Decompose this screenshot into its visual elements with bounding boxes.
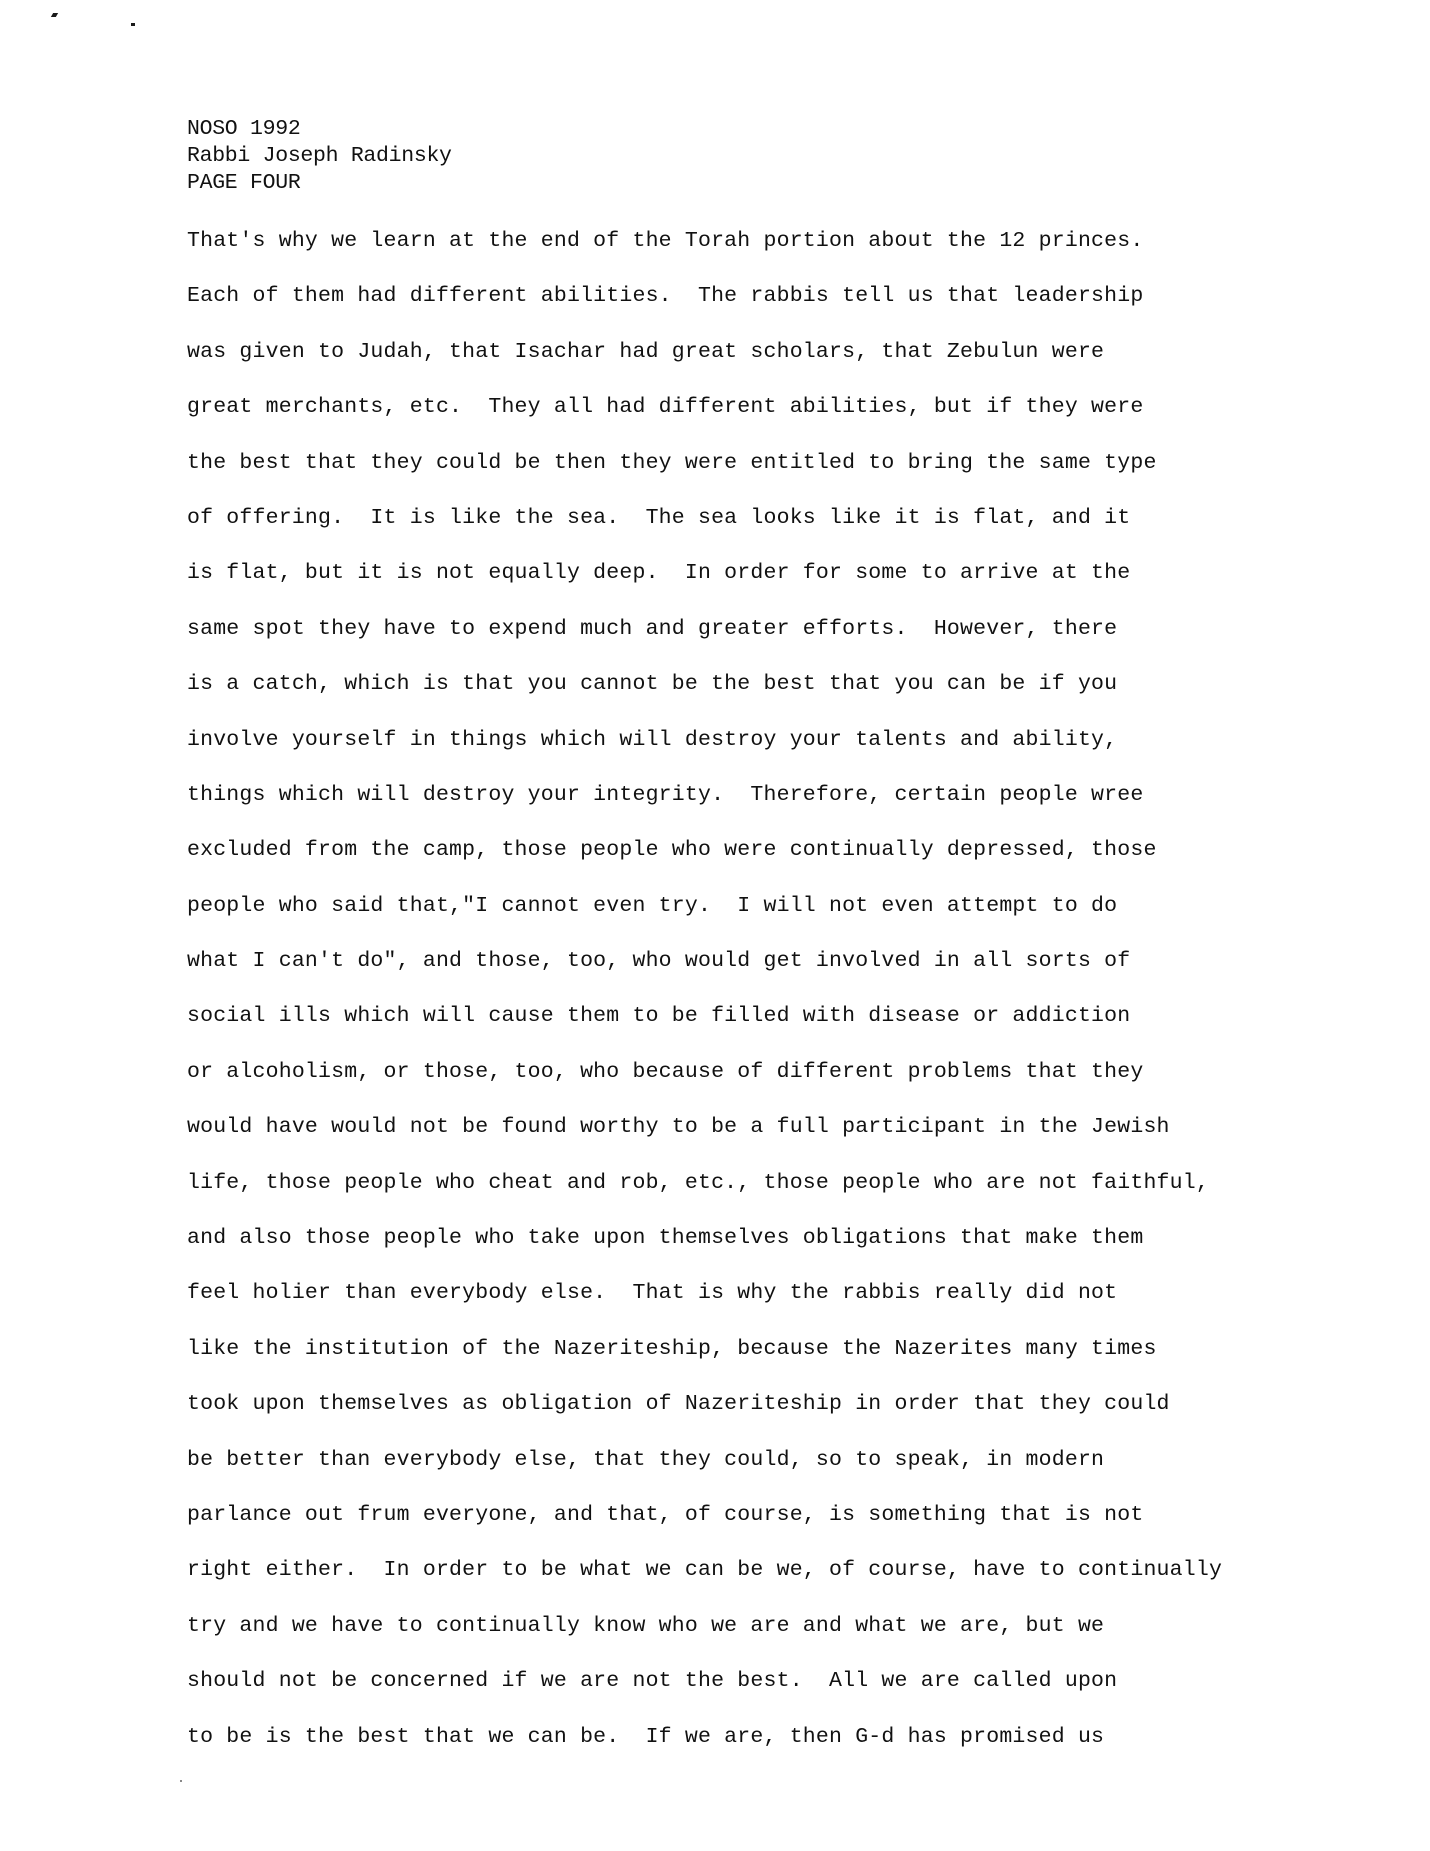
body-line: or alcoholism, or those, too, who because of different problems that they: [187, 1059, 1144, 1084]
body-line: social ills which will cause them to be filled with disease or addiction: [187, 1004, 1131, 1029]
body-line: That's why we learn at the end of the Torah portion about the 12 princes.: [187, 229, 1144, 253]
scan-speck-mark: [131, 23, 135, 26]
body-line: the best that they could be then they were entitled to bring the same type: [187, 450, 1157, 475]
body-line: parlance out frum everyone, and that, of course, is something that is not: [187, 1502, 1144, 1527]
body-line: was given to Judah, that Isachar had great scholars, that Zebulun were: [187, 339, 1105, 364]
body-line: took upon themselves as obligation of Nazeriteship in order that they could: [187, 1392, 1170, 1417]
document-body: [187, 228, 1222, 1779]
body-line: excluded from the camp, those people who were continually depressed, those: [187, 838, 1157, 863]
body-line: Each of them had different abilities. The rabbis tell us that leadership: [187, 284, 1144, 309]
body-line: and also those people who take upon themselves obligations that make them: [187, 1226, 1144, 1251]
body-line: involve yourself in things which will destroy your talents and ability,: [187, 727, 1118, 752]
body-line: life, those people who cheat and rob, etc., those people who are not faithful,: [187, 1170, 1209, 1195]
document-header: [187, 116, 452, 197]
body-line: to be is the best that we can be. If we are, then G-d has promised us: [187, 1724, 1105, 1749]
header-author: Rabbi Joseph Radinsky: [187, 144, 452, 168]
scan-speck-mark: [51, 13, 58, 17]
body-line: right either. In order to be what we can be we, of course, have to continually: [187, 1558, 1223, 1583]
body-line: great merchants, etc. They all had different abilities, but if they were: [187, 395, 1144, 420]
body-line: same spot they have to expend much and greater efforts. However, there: [187, 616, 1118, 641]
body-line: like the institution of the Nazeriteship, because the Nazerites many times: [187, 1336, 1157, 1361]
body-line: of offering. It is like the sea. The sea looks like it is flat, and it: [187, 505, 1131, 530]
body-line: feel holier than everybody else. That is why the rabbis really did not: [187, 1281, 1118, 1306]
body-line: try and we have to continually know who we are and what we are, but we: [187, 1613, 1105, 1638]
header-page-label: PAGE FOUR: [187, 171, 301, 195]
body-line: people who said that,"I cannot even try. I will not even attempt to do: [187, 893, 1118, 918]
body-line: things which will destroy your integrity. Therefore, certain people wree: [187, 782, 1144, 807]
body-line: be better than everybody else, that they could, so to speak, in modern: [187, 1447, 1105, 1472]
scan-speck-mark: [180, 1780, 182, 1782]
body-line: would have would not be found worthy to be a full participant in the Jewish: [187, 1115, 1170, 1140]
body-line: is flat, but it is not equally deep. In order for some to arrive at the: [187, 561, 1131, 586]
header-event-year: NOSO 1992: [187, 117, 301, 141]
body-line: what I can't do", and those, too, who would get involved in all sorts of: [187, 949, 1131, 974]
body-line: should not be concerned if we are not the best. All we are called upon: [187, 1669, 1118, 1694]
body-line: is a catch, which is that you cannot be the best that you can be if you: [187, 672, 1118, 697]
